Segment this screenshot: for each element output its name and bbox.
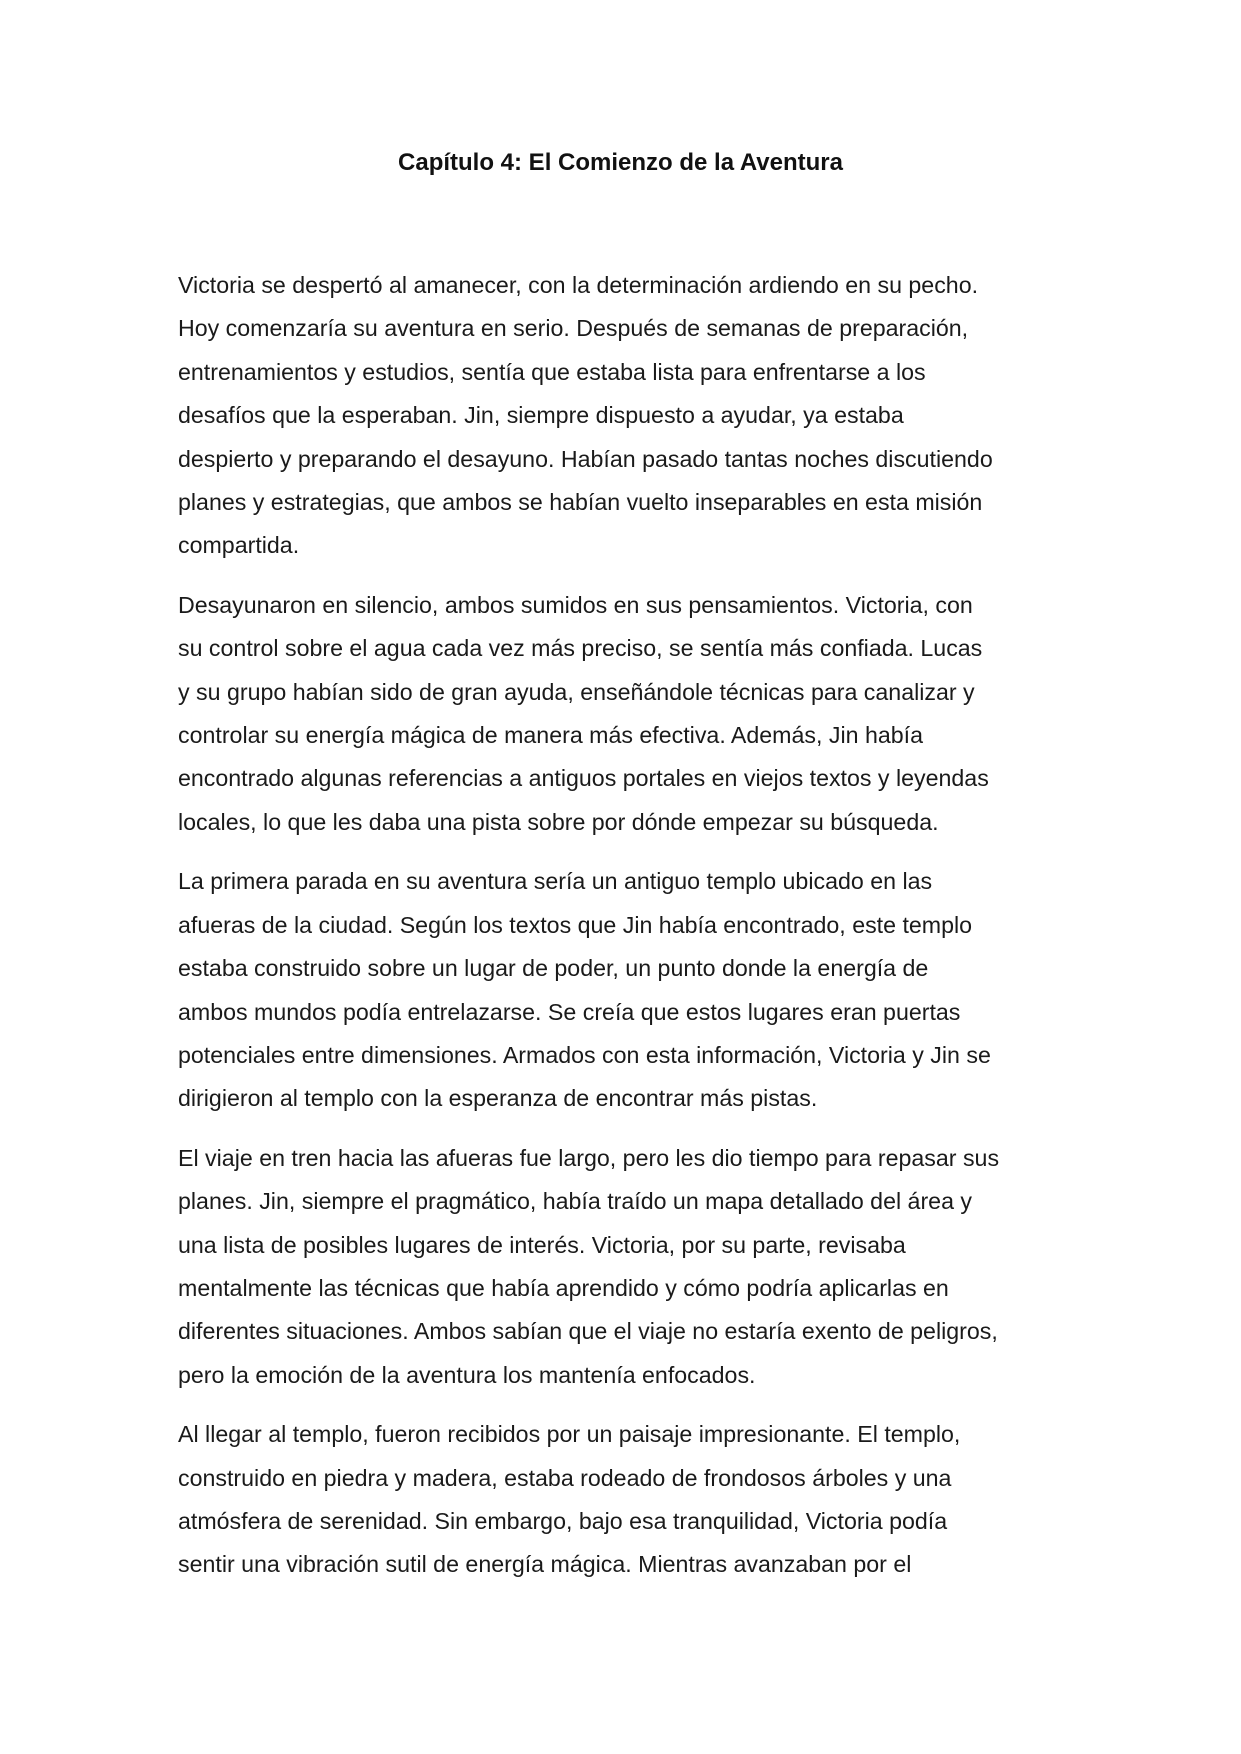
- text-line: entrenamientos y estudios, sentía que estaba lista para enfrentarse a los: [178, 358, 926, 385]
- text-line: pero la emoción de la aventura los mantenía enfocados.: [178, 1361, 756, 1388]
- text-line: planes. Jin, siempre el pragmático, había traído un mapa detallado del área y: [178, 1188, 973, 1215]
- text-line: una lista de posibles lugares de interés. Victoria, por su parte, revisaba: [178, 1231, 906, 1258]
- paragraph: [178, 264, 1083, 568]
- text-line: construido en piedra y madera, estaba rodeado de frondosos árboles y una: [178, 1464, 952, 1491]
- text-line: Victoria se despertó al amanecer, con la determinación ardiendo en su pecho.: [178, 272, 979, 298]
- text-line: La primera parada en su aventura sería un antiguo templo ubicado en las: [178, 868, 933, 895]
- text-line: controlar su energía mágica de manera más efectiva. Además, Jin había: [178, 722, 923, 749]
- text-line: estaba construido sobre un lugar de poder, un punto donde la energía de: [178, 955, 929, 982]
- text-line: desafíos que la esperaban. Jin, siempre dispuesto a ayudar, ya estaba: [178, 402, 904, 429]
- text-line: Hoy comenzaría su aventura en serio. Después de semanas de preparación,: [178, 315, 969, 342]
- paragraph: [178, 1137, 1083, 1397]
- text-line: Desayunaron en silencio, ambos sumidos en sus pensamientos. Victoria, con: [178, 591, 973, 618]
- text-line: despierto y preparando el desayuno. Habían pasado tantas noches discutiendo: [178, 445, 993, 472]
- text-line: su control sobre el agua cada vez más preciso, se sentía más confiada. Lucas: [178, 635, 983, 662]
- text-line: potenciales entre dimensiones. Armados con esta información, Victoria y Jin se: [178, 1041, 991, 1068]
- text-line: y su grupo habían sido de gran ayuda, enseñándole técnicas para canalizar y: [178, 678, 975, 705]
- text-line: mentalmente las técnicas que había aprendido y cómo podría aplicarlas en: [178, 1274, 949, 1301]
- text-line: afueras de la ciudad. Según los textos que Jin había encontrado, este templo: [178, 911, 973, 938]
- paragraph: [178, 584, 1083, 844]
- paragraph: [178, 1413, 1083, 1587]
- paragraph: [178, 860, 1083, 1120]
- body-text: [178, 264, 1083, 1603]
- text-line: atmósfera de serenidad. Sin embargo, bajo esa tranquilidad, Victoria podía: [178, 1507, 948, 1534]
- chapter-title: Capítulo 4: El Comienzo de la Aventura: [398, 149, 843, 176]
- text-line: diferentes situaciones. Ambos sabían que el viaje no estaría exento de peligros,: [178, 1318, 998, 1345]
- text-line: ambos mundos podía entrelazarse. Se creía que estos lugares eran puertas: [178, 998, 961, 1025]
- text-line: encontrado algunas referencias a antiguos portales en viejos textos y leyendas: [178, 765, 989, 792]
- text-line: El viaje en tren hacia las afueras fue largo, pero les dio tiempo para repasar sus: [178, 1144, 1000, 1171]
- text-line: compartida.: [178, 532, 300, 559]
- text-line: dirigieron al templo con la esperanza de encontrar más pistas.: [178, 1085, 818, 1112]
- text-line: sentir una vibración sutil de energía mágica. Mientras avanzaban por el: [178, 1551, 912, 1578]
- text-line: planes y estrategias, que ambos se habían vuelto inseparables en esta misión: [178, 489, 983, 516]
- text-line: Al llegar al templo, fueron recibidos por un paisaje impresionante. El templo,: [178, 1421, 961, 1448]
- text-line: locales, lo que les daba una pista sobre por dónde empezar su búsqueda.: [178, 808, 939, 835]
